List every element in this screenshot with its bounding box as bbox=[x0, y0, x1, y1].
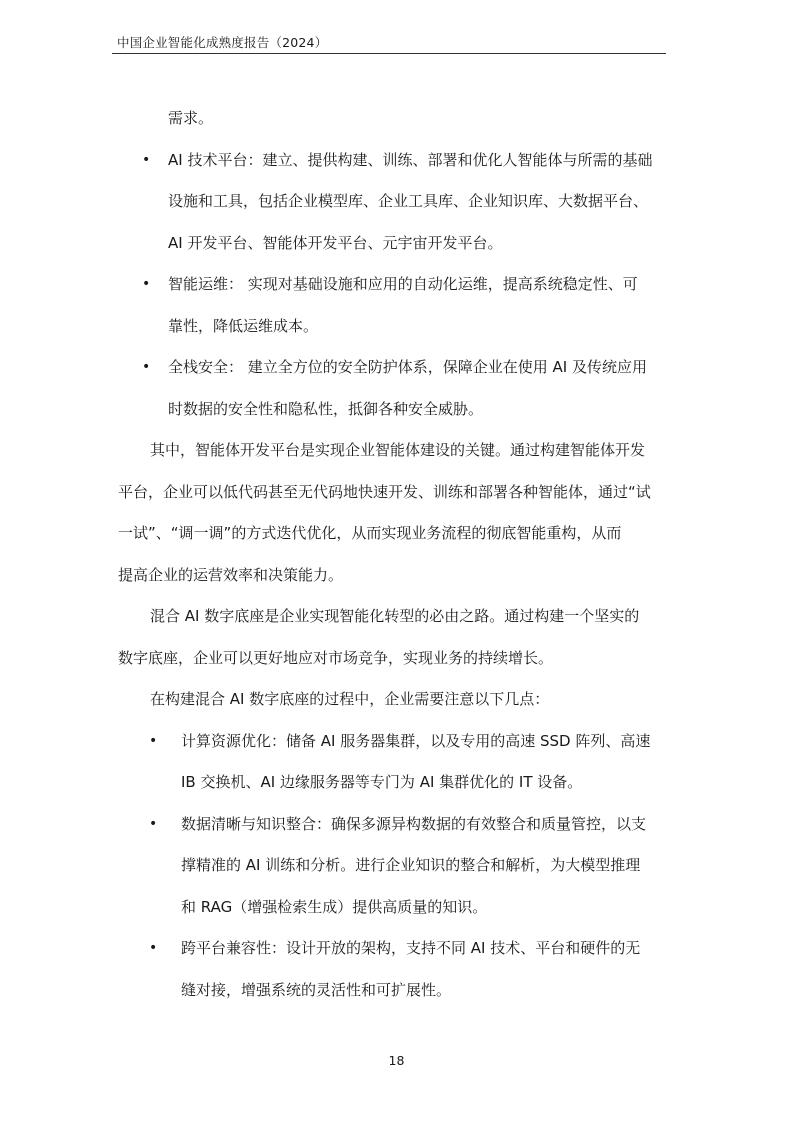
paragraph-line: 混合 AI 数字底座是企业实现智能化转型的必由之路。通过构建一个坚实的 bbox=[150, 607, 640, 625]
bullet-item-ops bbox=[118, 264, 678, 347]
bullet-line: 时数据的安全性和隐私性，抵御各种安全威胁。 bbox=[168, 399, 484, 418]
bullet-item-data bbox=[118, 804, 678, 929]
bullet-line: IB 交换机、AI 边缘服务器等专门为 AI 集群优化的 IT 设备。 bbox=[181, 773, 583, 791]
running-header: 中国企业智能化成熟度报告（2024） bbox=[117, 35, 328, 50]
paragraph-digital-base bbox=[118, 596, 678, 679]
paragraph-line: 平台，企业可以低代码甚至无代码地快速开发、训练和部署各种智能体，通过“试 bbox=[118, 482, 651, 501]
bullet-line: 跨平台兼容性：设计开放的架构，支持不同 AI 技术、平台和硬件的无 bbox=[181, 939, 641, 957]
bullet-item-security bbox=[118, 347, 678, 430]
paragraph-line: 数字底座，企业可以更好地应对市场竞争，实现业务的持续增长。 bbox=[118, 648, 554, 667]
page-number: 18 bbox=[388, 1053, 405, 1068]
bullet-icon: • bbox=[149, 732, 158, 749]
bullet-item-compute bbox=[118, 721, 678, 804]
bullet-item-compat bbox=[118, 928, 678, 1011]
bullet-icon: • bbox=[149, 940, 158, 956]
paragraph-line: 其中，智能体开发平台是实现企业智能体建设的关键。通过构建智能体开发 bbox=[150, 441, 646, 459]
bullet-line: 撑精准的 AI 训练和分析。进行企业知识的整合和解析，为大模型推理 bbox=[181, 856, 641, 874]
bullet-line: 和 RAG（增强检索生成）提供高质量的知识。 bbox=[181, 897, 488, 916]
paragraph-line: 一试”、“调一调”的方式迭代优化，从而实现业务流程的彻底智能重构，从而 bbox=[118, 524, 622, 542]
bullet-line: 智能运维： 实现对基础设施和应用的自动化运维，提高系统稳定性、可 bbox=[168, 275, 638, 293]
bullet-line: AI 开发平台、智能体开发平台、元宇宙开发平台。 bbox=[168, 233, 503, 252]
bullet-item-ai-platform bbox=[118, 140, 678, 265]
bullet-line: 全栈安全： 建立全方位的安全防护体系，保障企业在使用 AI 及传统应用 bbox=[168, 358, 647, 376]
bullet-icon: • bbox=[142, 276, 151, 292]
paragraph-line: 提高企业的运营效率和决策能力。 bbox=[118, 565, 344, 584]
bullet-line: 计算资源优化：储备 AI 服务器集群，以及专用的高速 SSD 阵列、高速 bbox=[181, 731, 651, 750]
bullet-icon: • bbox=[149, 815, 158, 832]
page-body bbox=[118, 98, 678, 1011]
bullet-icon: • bbox=[142, 151, 151, 168]
continuation-text: 需求。 bbox=[168, 109, 214, 127]
bullet-line: 缝对接，增强系统的灵活性和可扩展性。 bbox=[181, 980, 452, 999]
bullet-icon: • bbox=[142, 359, 151, 375]
header-rule bbox=[112, 53, 666, 54]
bullet-line: 靠性，降低运维成本。 bbox=[168, 316, 319, 335]
list-intro: 在构建混合 AI 数字底座的过程中，企业需要注意以下几点： bbox=[150, 690, 550, 708]
bullet-line: 数据清晰与知识整合：确保多源异构数据的有效整合和质量管控，以支 bbox=[181, 814, 647, 833]
paragraph-agent-platform bbox=[118, 430, 678, 596]
bullet-line: AI 技术平台：建立、提供构建、训练、部署和优化人智能体与所需的基础 bbox=[168, 150, 653, 169]
bullet-line: 设施和工具，包括企业模型库、企业工具库、企业知识库、大数据平台、 bbox=[168, 192, 649, 210]
